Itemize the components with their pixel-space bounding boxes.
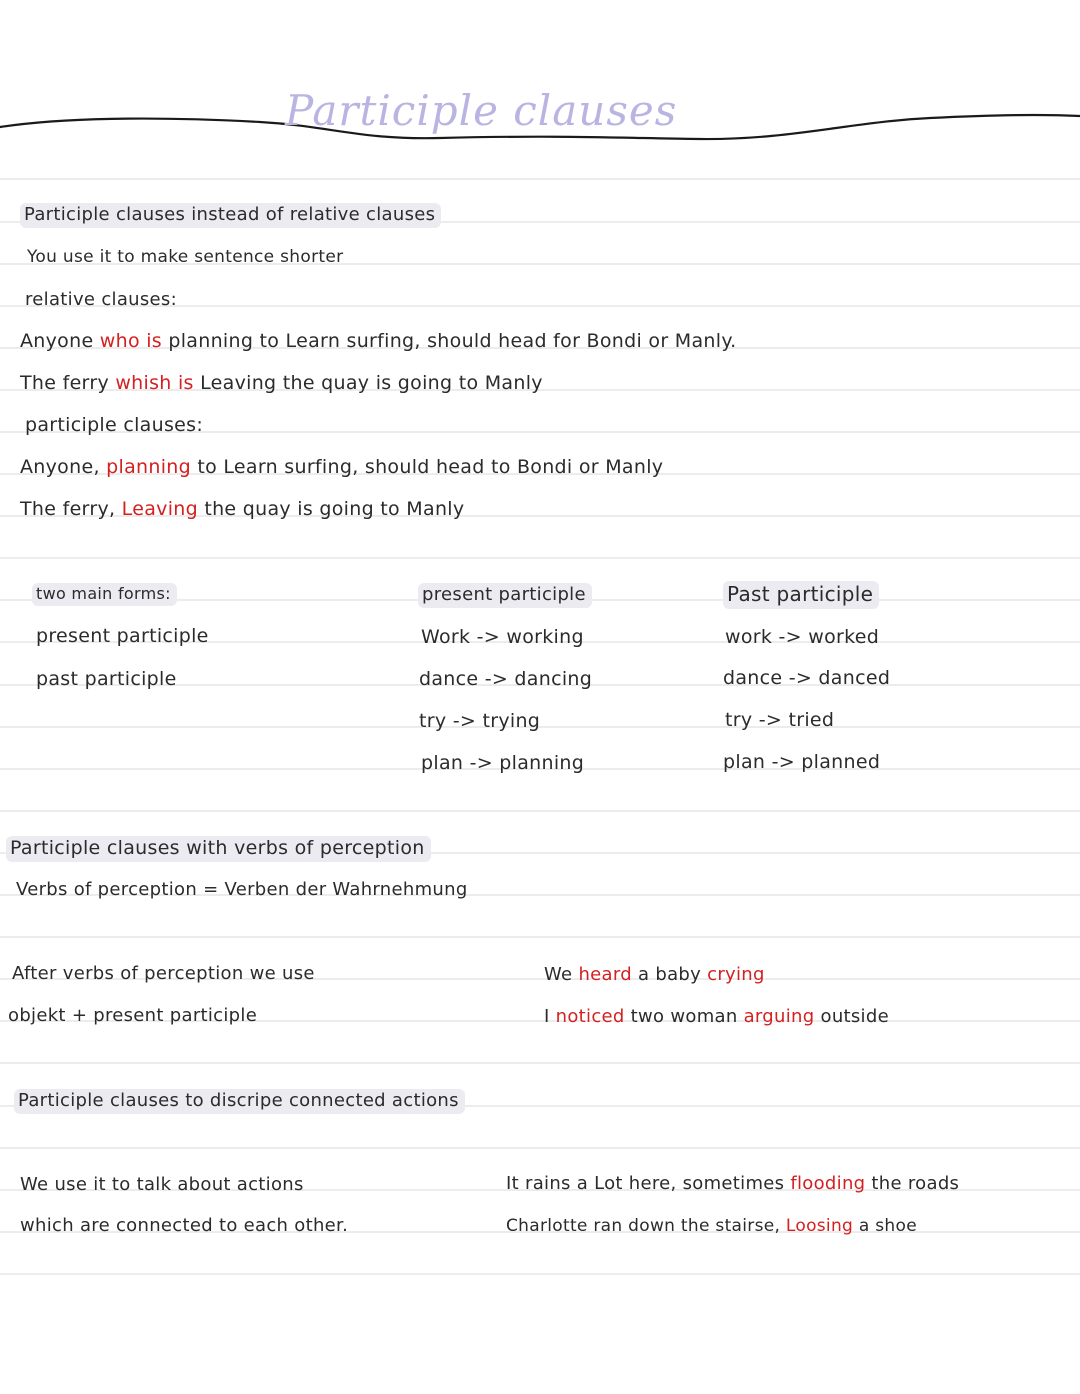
- present-row: dance -> dancing: [419, 668, 593, 690]
- past-row: try -> tried: [725, 709, 835, 731]
- section2-rule-line2: objekt + present participle: [8, 1005, 258, 1026]
- section2-heading: Participle clauses with verbs of perception: [6, 839, 431, 858]
- participle-clauses-label: participle clauses:: [25, 414, 204, 436]
- forms-item-present: present participle: [36, 625, 209, 647]
- connected-example-1: It rains a Lot here, sometimes flooding the roads: [506, 1173, 960, 1194]
- participle-example-1: Anyone, planning to Learn surfing, should head to Bondi or Manly: [20, 456, 664, 478]
- present-row: Work -> working: [421, 626, 584, 648]
- participle-example-2: The ferry, Leaving the quay is going to Manly: [20, 498, 465, 520]
- section2-rule-line1: After verbs of perception we use: [12, 963, 315, 984]
- section1-heading: Participle clauses instead of relative clauses: [20, 206, 441, 224]
- section3-rule-line2: which are connected to each other.: [20, 1215, 349, 1236]
- section2-translation: Verbs of perception = Verben der Wahrnehmung: [16, 879, 468, 900]
- forms-item-past: past participle: [36, 668, 177, 690]
- forms-heading: two main forms:: [32, 586, 177, 602]
- past-row: plan -> planned: [723, 751, 881, 773]
- perception-example-2: I noticed two woman arguing outside: [544, 1006, 889, 1027]
- past-row: dance -> danced: [723, 667, 891, 689]
- section3-rule-line1: We use it to talk about actions: [20, 1174, 304, 1195]
- relative-example-1: Anyone who is planning to Learn surfing, should head for Bondi or Manly.: [20, 330, 737, 352]
- present-participle-header: present participle: [418, 586, 592, 604]
- past-participle-header: Past participle: [723, 584, 879, 604]
- past-row: work -> worked: [725, 626, 880, 648]
- present-row: plan -> planning: [421, 752, 585, 774]
- perception-example-1: We heard a baby crying: [544, 964, 765, 985]
- section3-heading: Participle clauses to discripe connected actions: [14, 1092, 465, 1110]
- present-row: try -> trying: [419, 710, 541, 732]
- relative-clauses-label: relative clauses:: [25, 289, 177, 310]
- relative-example-2: The ferry whish is Leaving the quay is going to Manly: [20, 372, 543, 394]
- connected-example-2: Charlotte ran down the stairse, Loosing a shoe: [506, 1216, 917, 1236]
- page-title: Participle clauses: [285, 86, 678, 135]
- section1-intro: You use it to make sentence shorter: [27, 247, 344, 267]
